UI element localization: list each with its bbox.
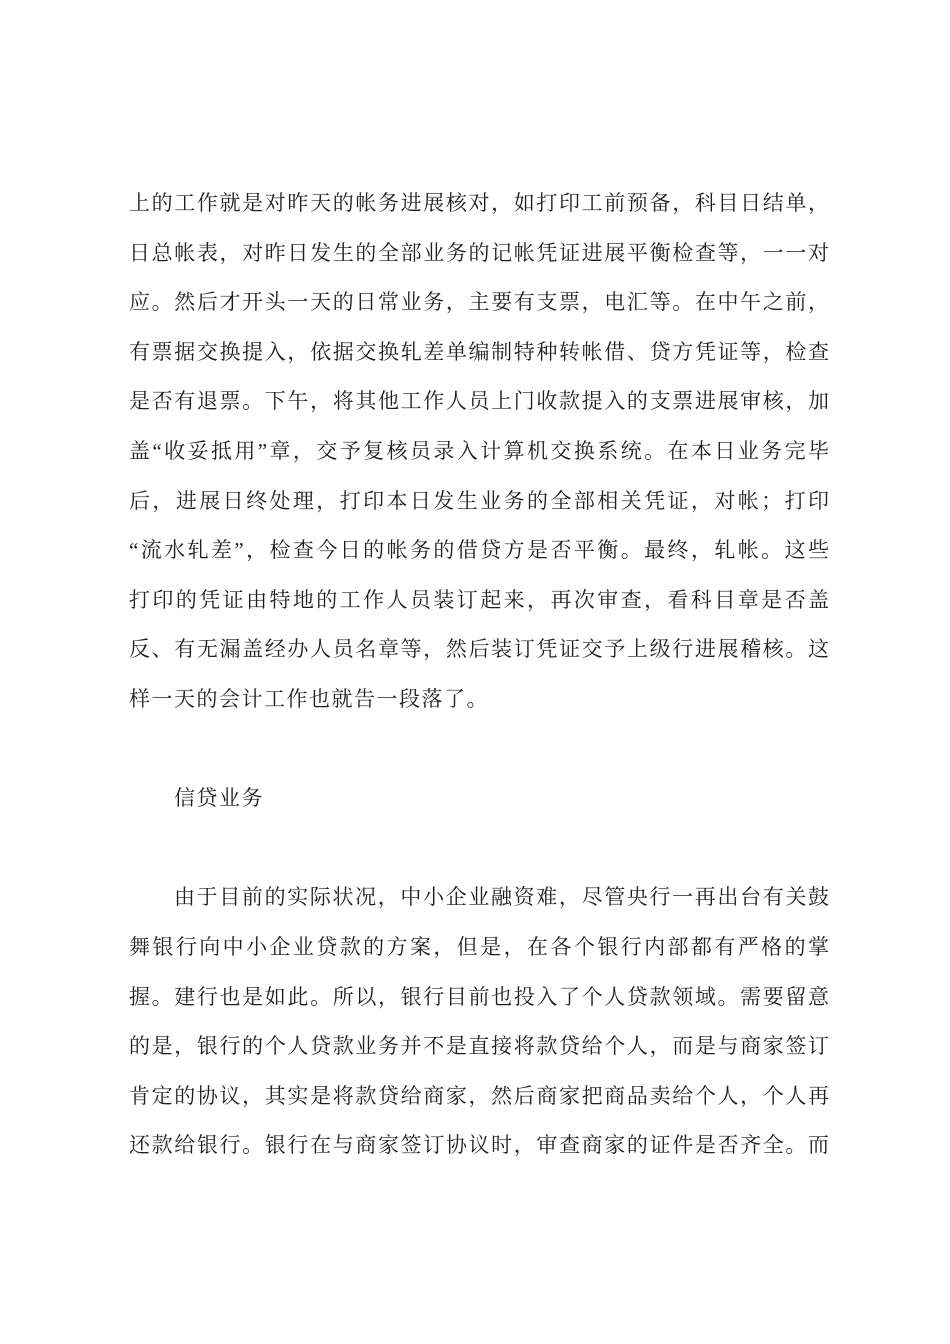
text-line: 还款给银行。银行在与商家签订协议时，审查商家的证件是否齐全。而 xyxy=(129,1133,829,1158)
text-line: 后，进展日终处理，打印本日发生业务的全部相关凭证，对帐；打印 xyxy=(129,488,829,513)
document-body xyxy=(129,179,829,1171)
section-title-credit-business: 信贷业务 xyxy=(174,786,264,811)
text-line: “流水轧差”，检查今日的帐务的借贷方是否平衡。最终，轧帐。这些 xyxy=(129,538,829,563)
text-line: 有票据交换提入，依据交换轧差单编制特种转帐借、贷方凭证等，检查 xyxy=(129,339,829,364)
text-line: 样一天的会计工作也就告一段落了。 xyxy=(129,686,489,711)
text-line: 盖“收妥抵用”章，交予复核员录入计算机交换系统。在本日业务完毕 xyxy=(129,438,829,463)
text-line: 舞银行向中小企业贷款的方案，但是，在各个银行内部都有严格的掌 xyxy=(129,934,829,959)
blank-line xyxy=(129,824,829,874)
text-line: 日总帐表，对昨日发生的全部业务的记帐凭证进展平衡检查等，一一对 xyxy=(129,240,829,265)
text-line: 反、有无漏盖经办人员名章等，然后装订凭证交予上级行进展稽核。这 xyxy=(129,637,829,662)
text-line: 打印的凭证由特地的工作人员装订起来，再次审查，看科目章是否盖 xyxy=(129,587,829,612)
text-line: 上的工作就是对昨天的帐务进展核对，如打印工前预备，科目日结单， xyxy=(129,191,829,215)
text-line: 握。建行也是如此。所以，银行目前也投入了个人贷款领域。需要留意 xyxy=(129,984,829,1009)
text-line: 肯定的协议，其实是将款贷给商家，然后商家把商品卖给个人，个人再 xyxy=(129,1083,829,1108)
text-line: 由于目前的实际状况，中小企业融资难，尽管央行一再出台有关鼓 xyxy=(174,885,829,910)
text-line: 的是，银行的个人贷款业务并不是直接将款贷给个人，而是与商家签订 xyxy=(129,1034,829,1059)
blank-line xyxy=(129,725,829,775)
text-line: 应。然后才开头一天的日常业务，主要有支票，电汇等。在中午之前， xyxy=(129,290,829,315)
text-line: 是否有退票。下午，将其他工作人员上门收款提入的支票进展审核，加 xyxy=(129,389,829,414)
